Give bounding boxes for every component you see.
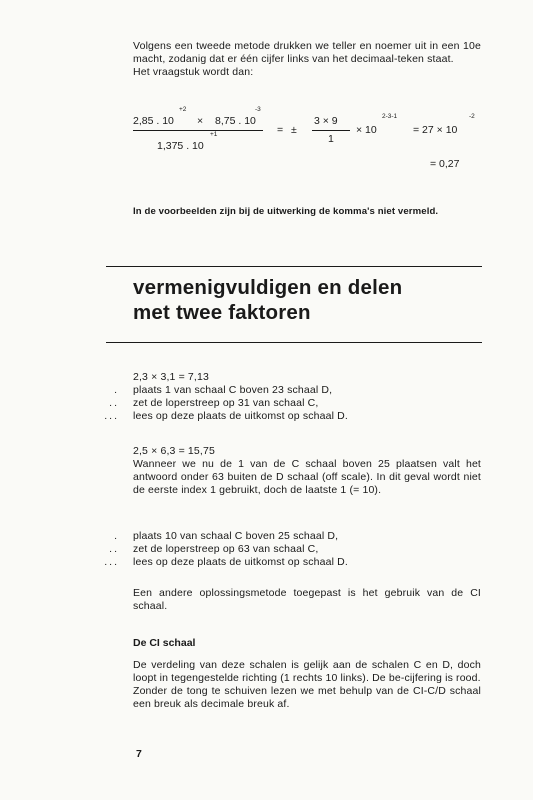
alt-method-paragraph: Een andere oplossingsmetode toegepast is het gebruik van de CI schaal. <box>133 587 481 612</box>
times-ten: × 10 <box>356 124 377 136</box>
step-1 <box>114 530 481 543</box>
result: = 0,27 <box>430 158 460 170</box>
fraction-line-2 <box>312 130 350 131</box>
step-dots: ... <box>104 556 119 568</box>
intro-paragraph <box>133 40 481 79</box>
fraction2-numerator: 3 × 9 <box>314 115 338 127</box>
example-1 <box>104 371 481 423</box>
step-dots: . <box>114 530 119 542</box>
exp-plus1: +1 <box>210 131 218 138</box>
exp-minus3: -3 <box>255 106 261 113</box>
bottom-rule <box>106 342 482 343</box>
step-text: zet de loperstreep op 63 van schaal C, <box>133 543 319 555</box>
plus-minus-sign: ± <box>291 124 297 136</box>
step-2 <box>109 397 481 410</box>
equals-27: = 27 × 10 <box>413 124 458 136</box>
section-heading <box>133 275 402 325</box>
example-2-paragraph: Wanneer we nu de 1 van de C schaal boven 25 plaatsen valt het antwoord onder 63 buiten de D schaal (off scale). In dit geval wordt niet de eerste index 1 gebruikt, doch de laatste 1 (= 10). <box>133 458 481 496</box>
equals-sign-1: = <box>277 124 284 136</box>
denominator: 1,375 . 10 <box>157 140 204 152</box>
step-text: lees op deze plaats de uitkomst op schaal D. <box>133 410 348 422</box>
ci-section <box>133 659 481 711</box>
exp-minus2: -2 <box>469 113 475 120</box>
step-dots: ... <box>104 410 119 422</box>
example-2-formula: 2,5 × 6,3 = 15,75 <box>133 445 215 457</box>
step-text: lees op deze plaats de uitkomst op schaal D. <box>133 556 348 568</box>
bold-note: In de voorbeelden zijn bij de uitwerking de komma's niet vermeld. <box>133 206 439 217</box>
ci-paragraph-1: De verdeling van deze schalen is gelijk aan de schalen C en D, doch loopt in tegengestelde richting (1 rechts 10 links). De be-cijfering is rood. <box>133 659 481 684</box>
step-text: zet de loperstreep op 31 van schaal C, <box>133 397 319 409</box>
step-dots: . <box>114 384 119 396</box>
example-1-formula: 2,3 × 3,1 = 7,13 <box>133 371 209 383</box>
fraction2-denominator: 1 <box>328 133 334 145</box>
fraction-line-1 <box>133 130 263 131</box>
step-2 <box>109 543 481 556</box>
step-dots: .. <box>109 397 119 409</box>
exp-combined: 2-3-1 <box>382 113 398 120</box>
step-text: plaats 1 van schaal C boven 23 schaal D, <box>133 384 333 396</box>
ci-paragraph-2: Zonder de tong te schuiven lezen we met behulp van de CI-C/D schaal een breuk als decimale breuk af. <box>133 685 481 710</box>
intro-text: Volgens een tweede metode drukken we teller en noemer uit in een 10e macht, zodanig dat er één cijfer links van het decimaal-teken staat. <box>133 40 481 65</box>
ci-heading: De CI schaal <box>133 637 196 649</box>
numerator-left: 2,85 . 10 <box>133 115 174 127</box>
example-2 <box>133 445 481 497</box>
step-3 <box>104 556 481 569</box>
times-sign: × <box>197 115 204 127</box>
heading-line-1: vermenigvuldigen en delen <box>133 276 403 299</box>
intro-text-2: Het vraagstuk wordt dan: <box>133 66 254 78</box>
step-dots: .. <box>109 543 119 555</box>
page-number: 7 <box>136 748 142 760</box>
step-3 <box>104 410 481 423</box>
example-2-steps <box>104 530 481 569</box>
step-text: plaats 10 van schaal C boven 25 schaal D, <box>133 530 339 542</box>
step-1 <box>114 384 481 397</box>
exp-plus2: +2 <box>179 106 187 113</box>
heading-line-2: met twee faktoren <box>133 301 311 324</box>
numerator-right: 8,75 . 10 <box>215 115 256 127</box>
top-rule <box>106 266 482 267</box>
